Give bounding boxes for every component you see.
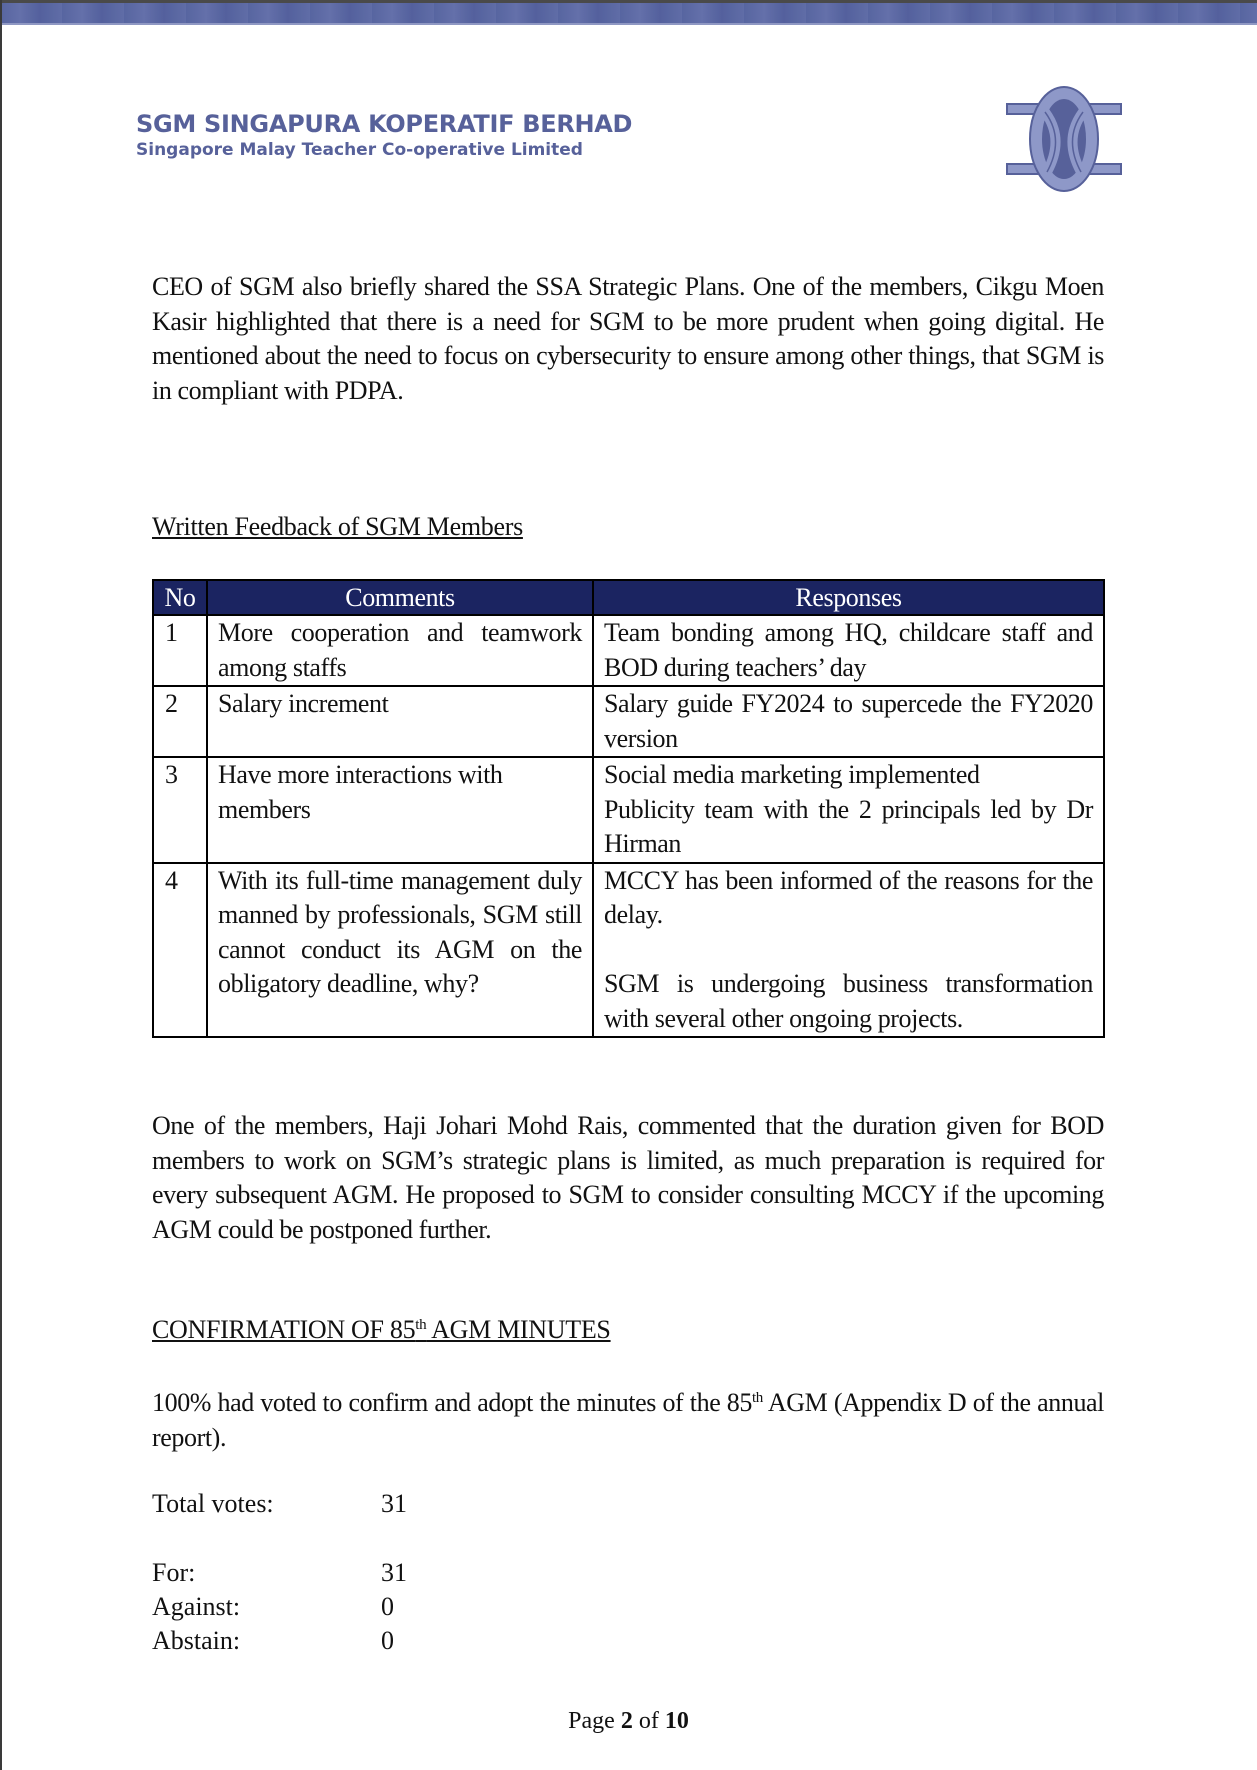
vote-for-value: 31 [381,1558,407,1587]
intro-paragraph: CEO of SGM also briefly shared the SSA Strategic Plans. One of the members, Cikgu Moen Kasir highlighted that there is a need for SGM to be more prudent when going digital. He mentioned about the need to focus on cybersecurity to ensure among other things, that SGM is in compliant with PDPA. [152,272,1104,405]
total-pages-number: 10 [664,1708,689,1734]
response-line: MCCY has been informed of the reasons for the delay. [604,865,1093,929]
confirmation-paragraph [152,1386,1104,1455]
org-subtitle: Singapore Malay Teacher Co-operative Limited [136,140,583,160]
response-line: Publicity team with the 2 principals led by Dr Hirman [604,794,1093,858]
sgm-logo-icon [1005,82,1123,196]
row-response [593,615,1104,686]
heading-text-end: AGM MINUTES [426,1315,611,1344]
vote-total-label: Total votes: [152,1489,274,1518]
page-left-edge [0,0,2,1770]
response-line: Salary guide FY2024 to supercede the FY2020 version [604,689,1093,753]
response-spacer [604,933,1093,968]
table-header-row [153,580,1104,615]
page-footer [0,1708,1257,1735]
row-number: 2 [153,686,207,757]
row-response [593,686,1104,757]
row-number: 4 [153,863,207,1038]
column-header-comments: Comments [207,580,593,615]
current-page-number: 2 [620,1708,633,1734]
vote-total-value: 31 [381,1489,407,1518]
vote-for-label: For: [152,1558,196,1587]
confirmation-text-end: AGM (Appendix D of the annual report). [152,1388,1105,1452]
response-line: SGM is undergoing business transformation with several other ongoing projects. [604,969,1093,1033]
heading-superscript: th [415,1317,427,1333]
table-row [153,615,1104,686]
table-row [153,757,1104,863]
row-comment: Salary increment [207,686,593,757]
heading-text: CONFIRMATION OF 85 [152,1315,416,1344]
member-comment-paragraph: One of the members, Haji Johari Mohd Rais, commented that the duration given for BOD members to work on SGM’s strategic plans is limited, as much preparation is required for every subsequent AGM. He proposed to SGM to consider consulting MCCY if the upcoming AGM could be postponed further. [152,1111,1104,1244]
response-line: Social media marketing implemented [604,760,980,789]
row-comment: Have more interactions with members [207,757,593,863]
column-header-no: No [153,580,207,615]
feedback-heading: Written Feedback of SGM Members [152,512,523,541]
of-word: of [638,1708,659,1734]
vote-abstain-label: Abstain: [152,1626,241,1655]
row-number: 1 [153,615,207,686]
response-line: Team bonding among HQ, childcare staff and BOD during teachers’ day [604,618,1093,682]
vote-abstain-value: 0 [381,1626,394,1655]
header-banner [0,3,1257,25]
feedback-table [152,579,1105,1038]
row-response [593,757,1104,863]
table-row [153,686,1104,757]
column-header-responses: Responses [593,580,1104,615]
row-comment: More cooperation and teamwork among staffs [207,615,593,686]
confirmation-heading [152,1315,611,1345]
org-name: SGM SINGAPURA KOPERATIF BERHAD [136,110,633,138]
vote-against-label: Against: [152,1592,241,1621]
page-word: Page [568,1708,615,1734]
row-comment: With its full-time management duly manned by professionals, SGM still cannot conduct its AGM on the obligatory deadline, why? [207,863,593,1038]
row-response [593,863,1104,1038]
row-number: 3 [153,757,207,863]
confirmation-superscript: th [752,1390,763,1406]
confirmation-text: 100% had voted to confirm and adopt the minutes of the 85 [152,1388,753,1417]
table-row [153,863,1104,1038]
vote-against-value: 0 [381,1592,394,1621]
